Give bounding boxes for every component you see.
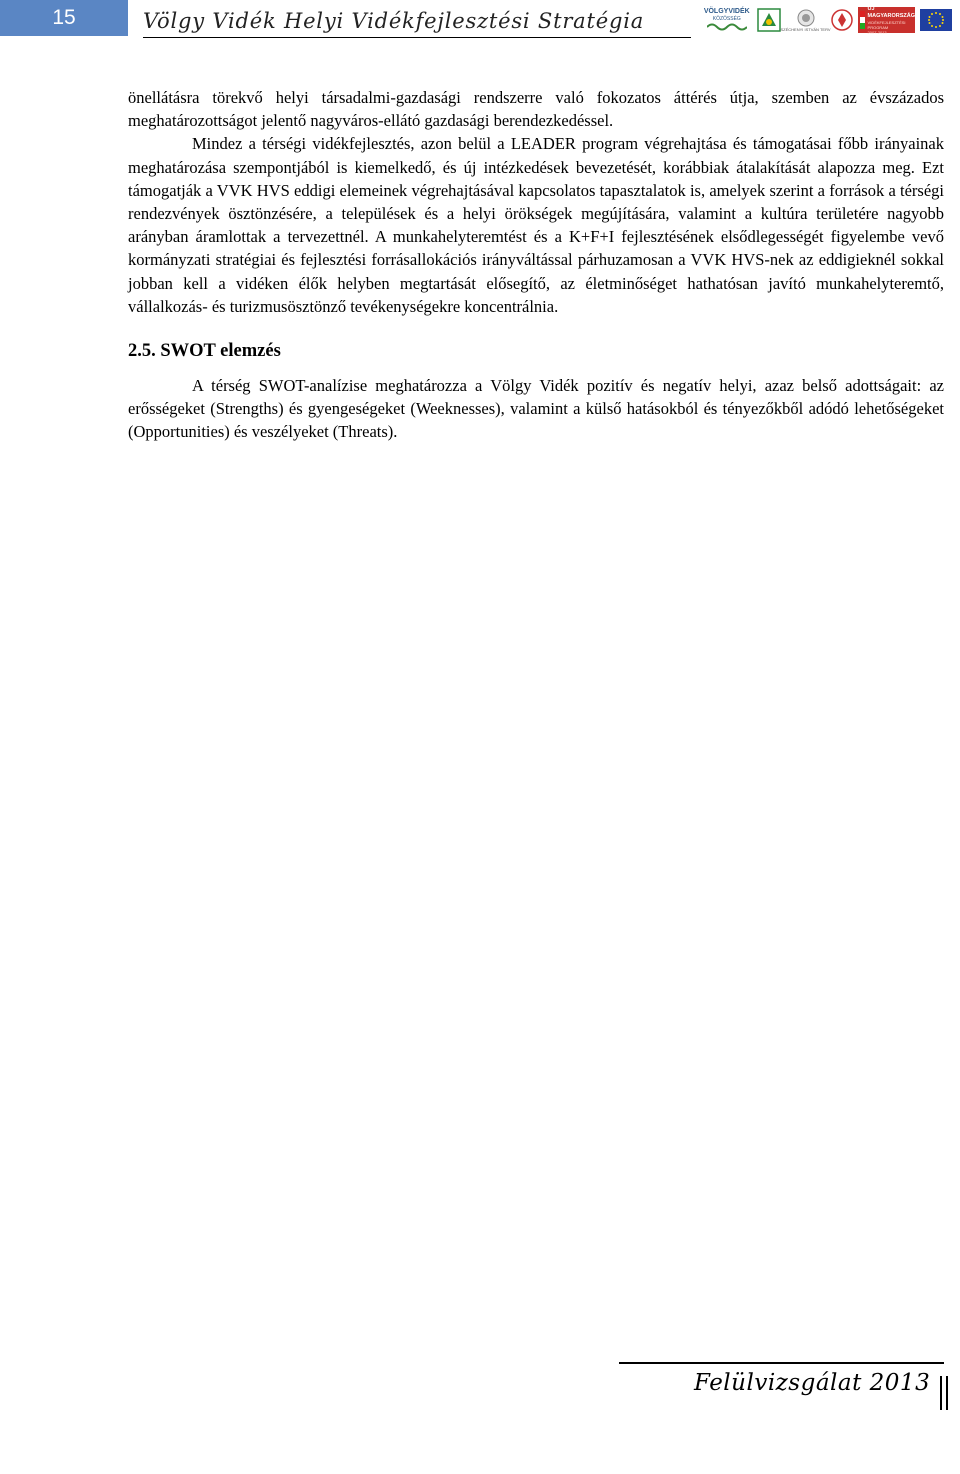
paragraph-leader: Mindez a térségi vidékfejlesztés, azon belül a LEADER program végrehajtása és támogatásai főbb irányainak meghatározása szempontjából is kiemelkedő, és új intézkedések bevezetését, korábbiak átalakítását alapozza meg. Ezt támogatják a VVK HVS eddigi elemeinek végrehajtásával kapcsolatos tapasztalatok is, amelyek szerint a források a térségi rendezvények ösztönzésére, a települések és a helyi örökségek megújítására, valamint a kultúra területére nagyobb arányban áramlottak a tervezettnél. A munkahelyteremtést és a K+F+I fejlesztésének elsődlegességét figyelembe vevő kormányzati stratégiai és fejlesztési forrásallokációs irányváltással párhuzamosan a VVK HVS-nek az eddigieknél sokkal jobban kell a vidéken élők helyben megtartását elősegítő, az életminőséget hathatósan javító munkahelyteremtő, vállalkozás- és turizmusösztönző tevékenységekre koncentrálnia. xyxy=(128,134,944,316)
footer-bar xyxy=(940,1376,942,1410)
uj-magyarorszag-logo xyxy=(858,7,915,33)
volgyvidek-kozosseg-logo xyxy=(702,6,752,34)
vvk-logo-text: VÖLGYVIDÉK xyxy=(703,8,750,15)
document-body xyxy=(128,86,944,444)
szechenyi-terv-logo xyxy=(780,6,831,34)
round-emblem-icon xyxy=(831,9,853,31)
paragraph-continued: önellátásra törekvő helyi társadalmi-gazdasági rendszerre való fokozatos áttérés útja, szemben az évszázados meghatározottságot jelentő nagyváros-ellátó gazdasági berendezkedéssel. xyxy=(128,88,944,131)
vvk-logo-subtext: KÖZÖSSÉG xyxy=(712,16,741,22)
hungarian-flag-icon xyxy=(860,11,865,29)
footer-bar xyxy=(946,1376,948,1410)
eu-flag-logo xyxy=(920,9,952,31)
vvk-wave-icon xyxy=(707,22,747,32)
header-title: Völgy Vidék Helyi Vidékfejlesztési Stratégia xyxy=(143,9,691,38)
footer-text: Felülvizsgálat 2013 xyxy=(694,1370,931,1396)
ministry-emblem-logo xyxy=(831,9,853,31)
uj-logo-line1: ÚJ MAGYARORSZÁG xyxy=(867,5,915,19)
paragraph-swot-intro: A térség SWOT-analízise meghatározza a Völgy Vidék pozitív és negatív helyi, azaz belső adottságait: az erősségeket (Strengths) és gyengeségeket (Weeknesses), valamint a külső hatásokból és tényezőkből adódó lehetőségeket (Opportunities) és veszélyeket (Threats). xyxy=(128,376,944,442)
footer-divider xyxy=(619,1362,944,1364)
szechenyi-emblem-icon xyxy=(797,9,815,27)
uj-logo-line3: 2007-2013 xyxy=(867,29,887,35)
leader-logo xyxy=(757,8,781,32)
leader-icon xyxy=(757,8,781,32)
page-number: 15 xyxy=(0,0,128,36)
footer-decoration xyxy=(940,1376,948,1410)
section-heading-swot: 2.5. SWOT elemzés xyxy=(128,341,281,362)
header-logos xyxy=(702,4,952,36)
uj-logo-line2: VIDÉKFEJLESZTÉSI PROGRAM xyxy=(867,19,906,30)
szechenyi-logo-text: SZÉCHENYI ISTVÁN TERV xyxy=(780,26,831,32)
eu-flag-icon xyxy=(920,9,952,31)
